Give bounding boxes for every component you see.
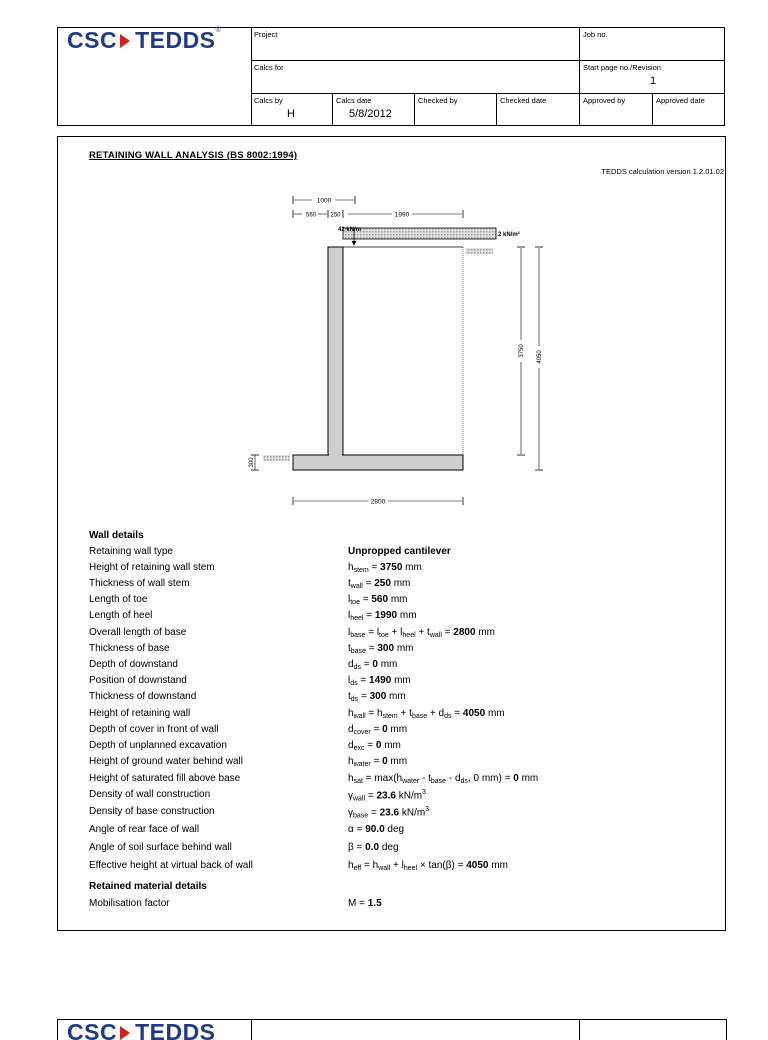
next-page-logo: CSC TEDDS — [58, 1020, 252, 1040]
calcs-for-label: Calcs for — [254, 63, 284, 72]
calcs-date-label: Calcs date — [336, 96, 372, 105]
project-label: Project — [254, 30, 278, 39]
line-load-label: 42 kN/m — [338, 227, 362, 233]
dimension-300 — [249, 455, 259, 470]
wall-base — [293, 455, 463, 470]
calcs-by-label: Calcs by — [254, 96, 283, 105]
calcs-date-value: 5/8/2012 — [349, 108, 392, 120]
approved-by-label: Approved by — [583, 96, 626, 105]
dimension-2800 — [293, 497, 463, 506]
next-page-header — [57, 1019, 727, 1040]
approved-date-label: Approved date — [656, 96, 705, 105]
checked-date-label: Checked date — [500, 96, 547, 105]
logo-tedds-text: TEDDS — [135, 27, 216, 53]
dim-3750-label: 3750 — [519, 344, 525, 358]
page-title: RETAINING WALL ANALYSIS (BS 8002:1994) — [89, 150, 298, 161]
dim-4050-label: 4050 — [537, 350, 543, 364]
dim-1000-label: 1000 — [316, 197, 332, 205]
wall-stem — [328, 247, 343, 455]
toe-soil-hatch — [263, 455, 290, 461]
start-page-value: 1 — [650, 75, 657, 87]
retained-soil-hatch — [466, 248, 493, 254]
surcharge-load-band — [343, 228, 496, 239]
dimension-3750 — [517, 247, 525, 455]
checked-by-label: Checked by — [418, 96, 458, 105]
surcharge-label: 2 kN/m² — [498, 232, 520, 238]
dimension-4050 — [535, 247, 543, 470]
calcs-by-value: H — [287, 108, 295, 120]
dim-250-label: 250 — [330, 212, 341, 219]
logo-registered-mark: ® — [215, 27, 222, 34]
dimension-1000 — [293, 196, 355, 205]
logo-csc-text: CSC — [67, 27, 118, 53]
version-text: TEDDS calculation version 1.2.01.02 — [601, 167, 724, 176]
dim-300-label: 300 — [249, 457, 255, 468]
dim-1990-label: 1990 — [394, 211, 410, 219]
start-page-label: Start page no./Revision — [583, 63, 661, 72]
dimension-560-250-1990 — [293, 210, 463, 219]
job-no-label: Job no. — [583, 30, 608, 39]
dim-560-label: 560 — [305, 212, 317, 219]
dim-2800-label: 2800 — [370, 498, 386, 506]
